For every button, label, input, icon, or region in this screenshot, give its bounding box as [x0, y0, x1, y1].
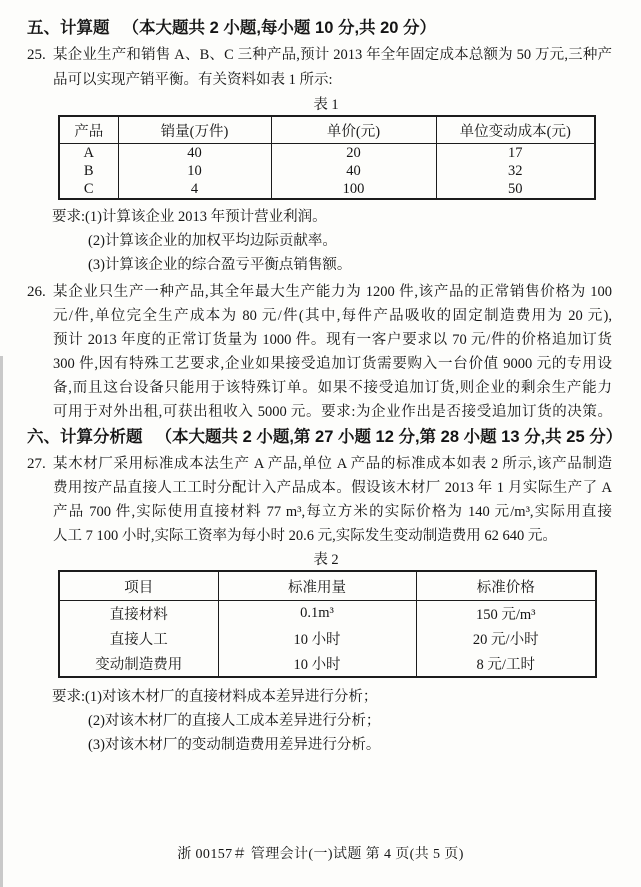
- question-25-number: 25.: [27, 47, 46, 63]
- table-cell: 4: [118, 180, 271, 199]
- table-cell: 17: [436, 144, 595, 163]
- question-27-line: 费用按产品直接人工工时分配计入产品成本。假设该木材厂 2013 年 1 月实际生产了 A: [53, 480, 612, 496]
- column-header: 销量(万件): [118, 116, 271, 144]
- requirement-line: (2)计算该企业的加权平均边际贡献率。: [88, 233, 337, 249]
- table-cell: B: [83, 162, 94, 179]
- question-26-number: 26.: [27, 284, 46, 300]
- table-cell: 直接材料: [109, 607, 168, 623]
- question-27-number: 27.: [27, 456, 46, 472]
- section-6-meta: （本大题共 2 小题,第 27 小题 12 分,第 28 小题 13 分,共 25 分）: [155, 428, 623, 446]
- table-cell: 0.1m³: [218, 601, 416, 627]
- table-row: [59, 144, 595, 163]
- table-cell: 8 元/工时: [416, 651, 596, 677]
- table-1: [58, 115, 596, 200]
- table-cell: 20 元/小时: [416, 626, 596, 651]
- question-27-line: 产品 700 件,实际使用直接材料 77 m³,每立方米的实际价格为 140 元/m³,实际用直接: [53, 504, 612, 520]
- question-27-line: 人工 7 100 小时,实际工资率为每小时 20.6 元,实际发生变动制造费用 62 640 元。: [53, 528, 557, 544]
- question-25-requirements: [0, 205, 641, 277]
- table-cell: 100: [271, 180, 436, 199]
- table-cell: 10 小时: [218, 651, 416, 677]
- table-cell: 40: [118, 144, 271, 163]
- table-cell: 10: [118, 162, 271, 180]
- column-header: 产品: [59, 116, 118, 144]
- question-26-line: 元/件,单位完全生产成本为 80 元/件(其中,每件产品吸收的固定制造费用为 20 元),: [53, 308, 612, 324]
- question-26: [0, 280, 641, 424]
- table-cell: 150 元/m³: [416, 601, 596, 627]
- column-header: 单位变动成本(元): [436, 116, 595, 144]
- section-6-title: 六、计算分析题: [27, 428, 143, 446]
- table-cell: A: [83, 144, 94, 161]
- table-2-caption: 表 2: [313, 552, 339, 568]
- table-row: [59, 626, 596, 651]
- table-2-header-row: [59, 571, 596, 601]
- section-5-meta: （本大题共 2 小题,每小题 10 分,共 20 分）: [122, 19, 437, 37]
- column-header: 标准用量: [218, 571, 416, 601]
- table-row: [59, 162, 595, 180]
- table-cell: 直接人工: [109, 632, 168, 648]
- table-row: [59, 180, 595, 199]
- question-27-line: 某木材厂采用标准成本法生产 A 产品,单位 A 产品的标准成本如表 2 所示,该产品制造: [53, 456, 612, 472]
- question-25-line: 品可以实现产销平衡。有关资料如表 1 所示:: [53, 72, 333, 88]
- question-27: [0, 452, 641, 548]
- question-25-line: 某企业生产和销售 A、B、C 三种产品,预计 2013 年全年固定成本总额为 50 万元,三种产: [53, 47, 612, 63]
- column-header: 单价(元): [271, 116, 436, 144]
- table-cell: C: [83, 180, 94, 197]
- table-cell: 20: [271, 144, 436, 163]
- table-cell: 50: [436, 180, 595, 199]
- table-cell: 10 小时: [218, 626, 416, 651]
- table-row: [59, 601, 596, 627]
- column-header: 标准价格: [416, 571, 596, 601]
- section-6-header: [0, 426, 641, 449]
- question-26-line: 300 件,因有特殊工艺要求,企业如果接受追加订货需要购入一台价值 9000 元的专用设: [53, 356, 612, 372]
- question-27-requirements: [0, 685, 641, 757]
- question-26-line: 某企业只生产一种产品,其全年最大生产能力为 1200 件,该产品的正常销售价格为 100: [53, 284, 612, 300]
- requirement-line: (3)对该木材厂的变动制造费用差异进行分析。: [88, 737, 381, 753]
- question-26-line: 预计 2013 年度的正常订货量为 1000 件。现有一客户要求以 70 元/件的价格追加订货: [53, 332, 612, 348]
- page-footer: 浙 00157＃ 管理会计(一)试题 第 4 页(共 5 页): [177, 847, 464, 862]
- column-header: 项目: [59, 571, 218, 601]
- question-26-line: 备,而且这台设备只能用于该特殊订单。如果不接受追加订货,则企业的剩余生产能力: [53, 380, 612, 396]
- question-26-line: 可用于对外出租,可获出租收入 5000 元。要求:为企业作出是否接受追加订货的决策。: [53, 404, 612, 420]
- requirement-line: (3)计算该企业的综合盈亏平衡点销售额。: [88, 257, 352, 273]
- requirement-line: 要求:(1)对该木材厂的直接材料成本差异进行分析；: [52, 689, 378, 705]
- requirement-line: (2)对该木材厂的直接人工成本差异进行分析；: [88, 713, 381, 729]
- section-5-header: [0, 0, 641, 40]
- scan-edge-artifact: [0, 356, 3, 887]
- table-row: [59, 651, 596, 677]
- table-cell: 变动制造费用: [95, 657, 183, 673]
- requirement-line: 要求:(1)计算该企业 2013 年预计营业利润。: [52, 209, 327, 225]
- table-1-header-row: [59, 116, 595, 144]
- section-5-title: 五、计算题: [27, 19, 110, 37]
- table-2: [58, 570, 597, 678]
- question-25: [0, 43, 641, 93]
- table-cell: 32: [436, 162, 595, 180]
- table-1-caption: 表 1: [313, 97, 339, 113]
- table-cell: 40: [271, 162, 436, 180]
